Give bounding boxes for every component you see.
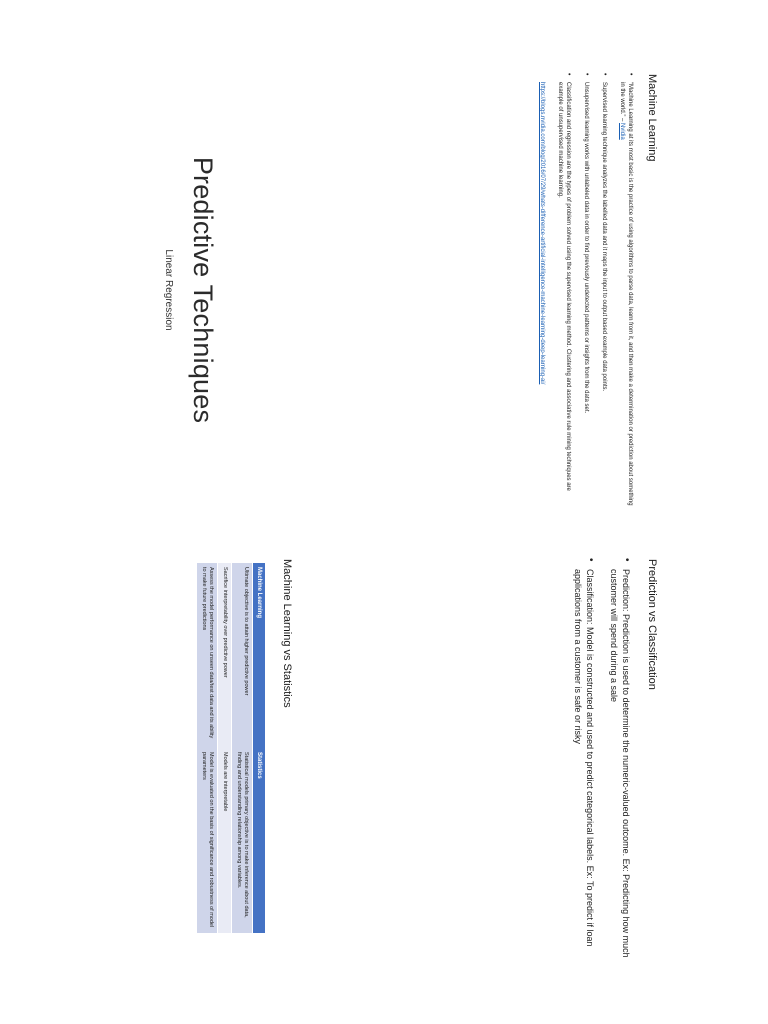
bullet-text: “Machine Learning at its most basic is the practice of using algorithms to parse data, learn from it, and then make a determination or prediction about something in the world.” – [619,82,633,506]
slide-subtitle: Linear Regression [163,249,174,331]
prediction-vs-classification-slide [478,555,658,995]
reference-link[interactable]: https://blogs.nvidia.com/blog/2016/07/29/whats-difference-artificial-intelligence-machine-learning-deep-learning-ai/ [539,82,545,385]
slide-heading: Prediction vs Classification [646,559,658,690]
table-cell: Assess the model performance on unseen data/test data and its ability to make future predictions [197,563,218,748]
slide-heading: Machine Learning vs Statistics [281,559,293,708]
slide-heading: Machine Learning [646,74,658,162]
bullet-list [556,70,634,510]
table-row [232,563,253,933]
column-header: Machine Learning [253,563,266,748]
table-cell: Sacrifice interpretability over predictive power [218,563,232,748]
ml-vs-statistics-slide [33,555,293,995]
bullet-list [572,555,632,995]
table-cell: Statistical models primary objective is to make inference about data, finding and understanding relationship among variables. [232,748,253,933]
bullet-item [618,70,634,510]
machine-learning-slide [398,70,658,510]
table-header-row [253,563,266,933]
bullet-item: • Unsupervised learning works with unlabeled data in order to find previously undetected patterns or insights from the data set. [582,70,590,510]
bullet-item: • Supervised learning technique analyzes the labelled data and it maps the input to output based example data points. [600,70,608,510]
table-cell: Models are interpretable [218,748,232,933]
bullet-item: • Classification: Model is constructed and used to predict categorical labels. Ex: To predict if loan applications from a customer is safe or risky [572,555,596,995]
table-row [197,563,218,933]
comparison-table [197,563,265,933]
bullet-item: • Classification and regression are the types of problem solved using the supervised learning method. Clustering and associative rule mining techniques are example of unsupervised machine learning. [556,70,572,510]
slide-title: Predictive Techniques [188,156,218,424]
nvidia-link[interactable]: Nvidia [619,123,625,140]
column-header: Statistics [253,748,266,933]
table-cell: Ultimate objective is to attain higher predictive power [232,563,253,748]
table-row [218,563,232,933]
table-cell: Model is evaluated on the basis of significance and robustness of model parameters [197,748,218,933]
title-slide [58,70,278,510]
bullet-item: • Prediction: Prediction is used to determine the numeric-valued outcome. Ex: Predicting how much customer will spend during a sale [608,555,632,995]
